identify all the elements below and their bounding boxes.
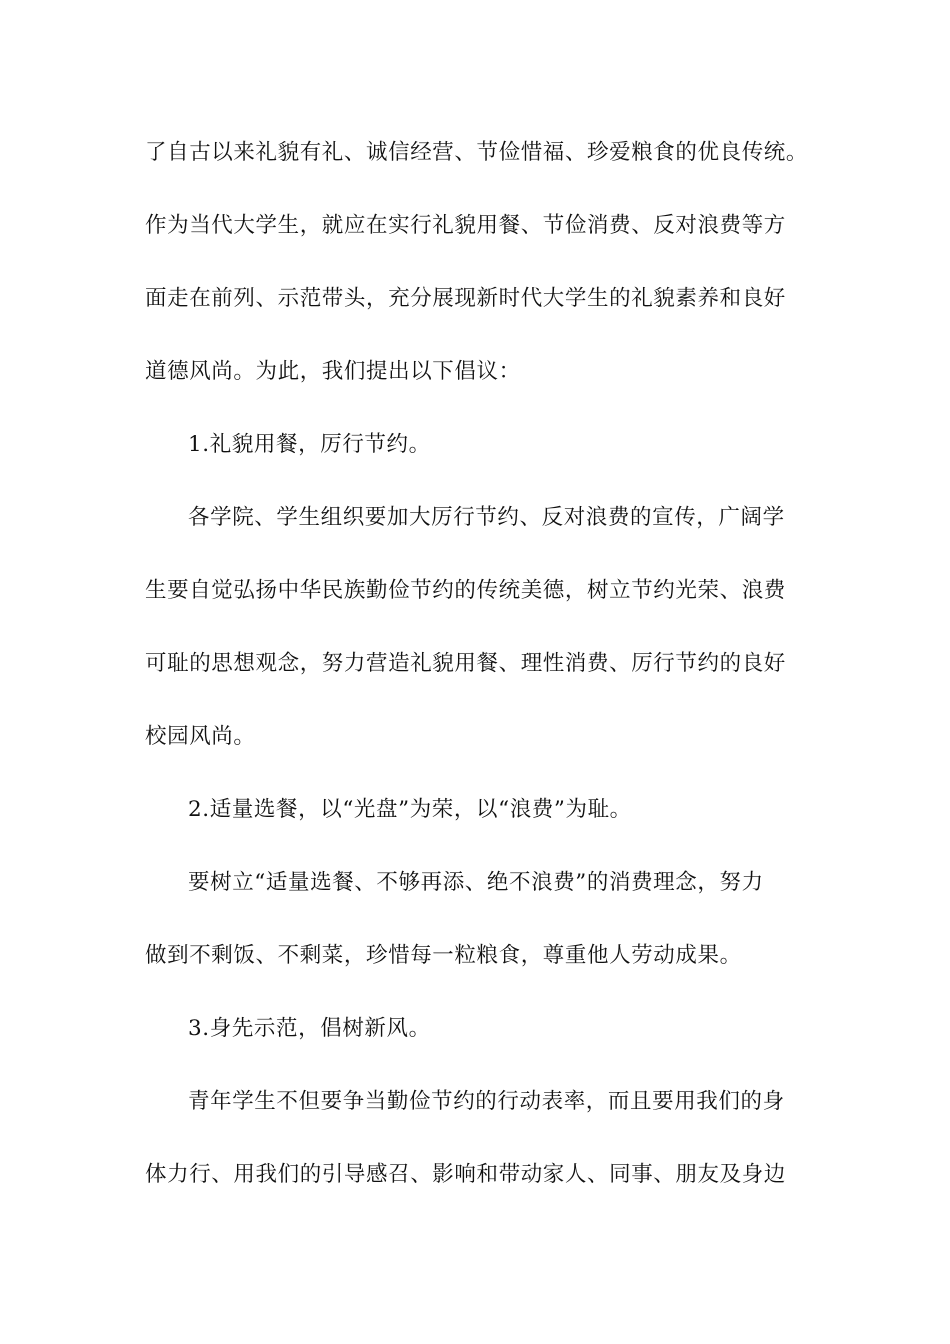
body-text-line: 体力行、用我们的引导感召、影响和带动家人、同事、朋友及身边: [145, 1162, 786, 1187]
body-text-line: 道德风尚。为此，我们提出以下倡议：: [145, 359, 521, 384]
section-heading: 1.礼貌用餐，厉行节约。: [188, 432, 431, 457]
body-text-line: 做到不剩饭、不剩菜，珍惜每一粒粮食，尊重他人劳动成果。: [145, 943, 742, 968]
body-text-line: 校园风尚。: [145, 724, 256, 749]
body-text-line: 青年学生不但要争当勤俭节约的行动表率，而且要用我们的身: [188, 1089, 785, 1114]
body-text-line: 各学院、学生组织要加大厉行节约、反对浪费的宣传，广阔学: [188, 505, 785, 530]
body-text-line: 可耻的思想观念，努力营造礼貌用餐、理性消费、厉行节约的良好: [145, 651, 786, 676]
body-text-line: 生要自觉弘扬中华民族勤俭节约的传统美德，树立节约光荣、浪费: [145, 578, 786, 603]
body-text-line: 了自古以来礼貌有礼、诚信经营、节俭惜福、珍爱粮食的优良传统。: [145, 140, 809, 165]
section-heading: 2.适量选餐，以“光盘”为荣，以“浪费”为耻。: [188, 797, 632, 822]
body-text-line: 作为当代大学生，就应在实行礼貌用餐、节俭消费、反对浪费等方: [145, 213, 786, 238]
body-text-line: 面走在前列、示范带头，充分展现新时代大学生的礼貌素养和良好: [145, 286, 786, 311]
section-heading: 3.身先示范，倡树新风。: [188, 1016, 431, 1041]
body-text-line: 要树立“适量选餐、不够再添、绝不浪费”的消费理念，努力: [188, 870, 764, 895]
